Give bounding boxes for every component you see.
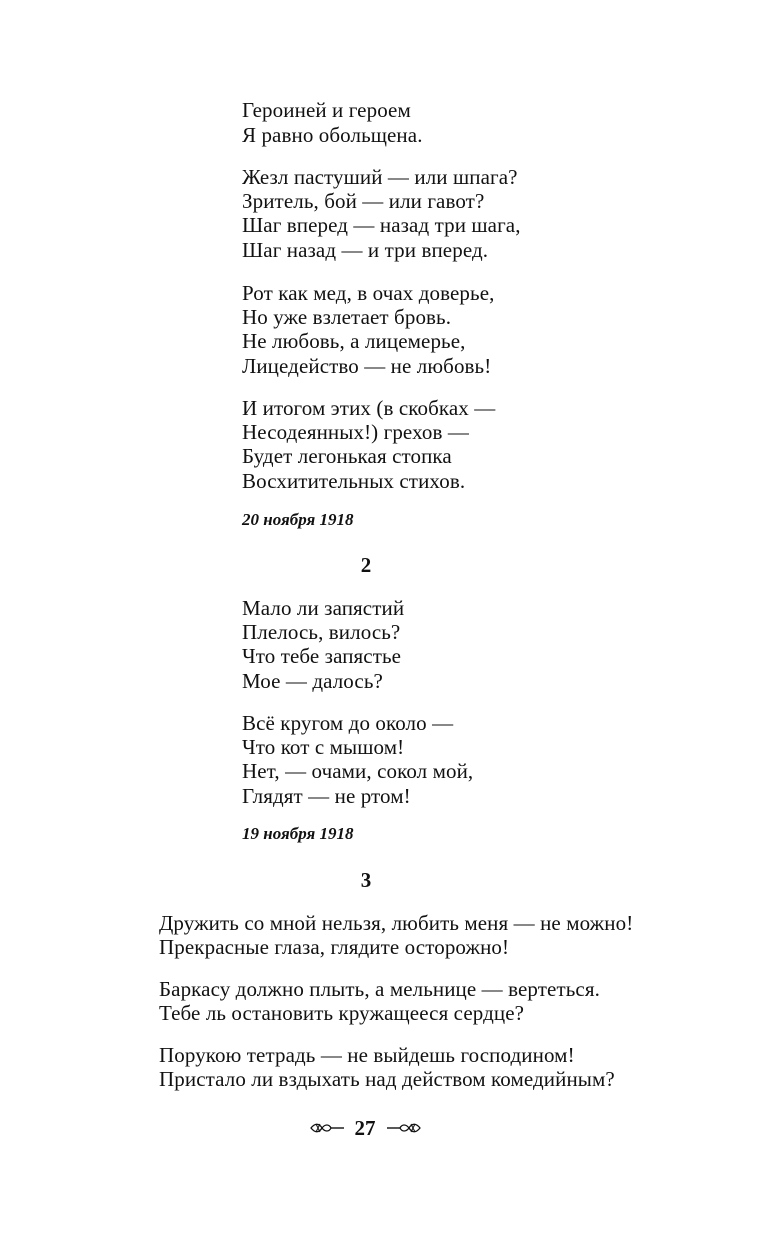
verse-line: Плелось, вилось? — [242, 620, 401, 644]
verse-line: Глядят — не ртом! — [242, 784, 411, 808]
verse-line: Пристало ли вздыхать над действом комедийным? — [159, 1067, 615, 1091]
verse-line: Что кот с мышом! — [242, 735, 405, 759]
verse-line: Порукою тетрадь — не выйдешь господином! — [159, 1043, 575, 1067]
page-number: 27 — [354, 1116, 376, 1140]
verse-line: Шаг вперед — назад три шага, — [242, 213, 521, 237]
verse-line: Всё кругом до около — — [242, 711, 454, 735]
verse-line: Прекрасные глаза, глядите осторожно! — [159, 935, 510, 959]
page-footer — [300, 1114, 430, 1142]
verse-line: Мое — далось? — [242, 669, 383, 693]
verse-line: Тебе ль остановить кружащееся сердце? — [159, 1001, 525, 1025]
verse-line: Героиней и героем — [242, 98, 411, 122]
verse-line: Я равно обольщена. — [242, 123, 423, 147]
verse-line: Жезл пастуший — или шпага? — [242, 165, 518, 189]
verse-line: Рот как мед, в очах доверье, — [242, 281, 495, 305]
verse-line: Что тебе запястье — [242, 644, 402, 668]
verse-line: Будет легонькая стопка — [242, 444, 452, 468]
section-number: 3 — [360, 868, 372, 892]
verse-line: Восхитительных стихов. — [242, 469, 466, 493]
verse-line: Шаг назад — и три вперед. — [242, 238, 489, 262]
ornament-left-icon — [309, 1120, 345, 1136]
verse-line: Нет, — очами, сокол мой, — [242, 759, 474, 783]
verse-line: Дружить со мной нельзя, любить меня — не можно! — [159, 911, 634, 935]
verse-line: Лицедейство — не любовь! — [242, 354, 492, 378]
verse-line: Но уже взлетает бровь. — [242, 305, 452, 329]
poem-date: 19 ноября 1918 — [242, 824, 354, 843]
verse-line: Не любовь, а лицемерье, — [242, 329, 466, 353]
verse-line: Мало ли запястий — [242, 596, 405, 620]
section-number: 2 — [360, 553, 372, 577]
poem-date: 20 ноября 1918 — [242, 510, 354, 529]
verse-line: Баркасу должно плыть, а мельнице — вертеться. — [159, 977, 600, 1001]
verse-line: И итогом этих (в скобках — — [242, 396, 496, 420]
verse-line: Зритель, бой — или гавот? — [242, 189, 485, 213]
ornament-right-icon — [386, 1120, 422, 1136]
verse-line: Несодеянных!) грехов — — [242, 420, 469, 444]
